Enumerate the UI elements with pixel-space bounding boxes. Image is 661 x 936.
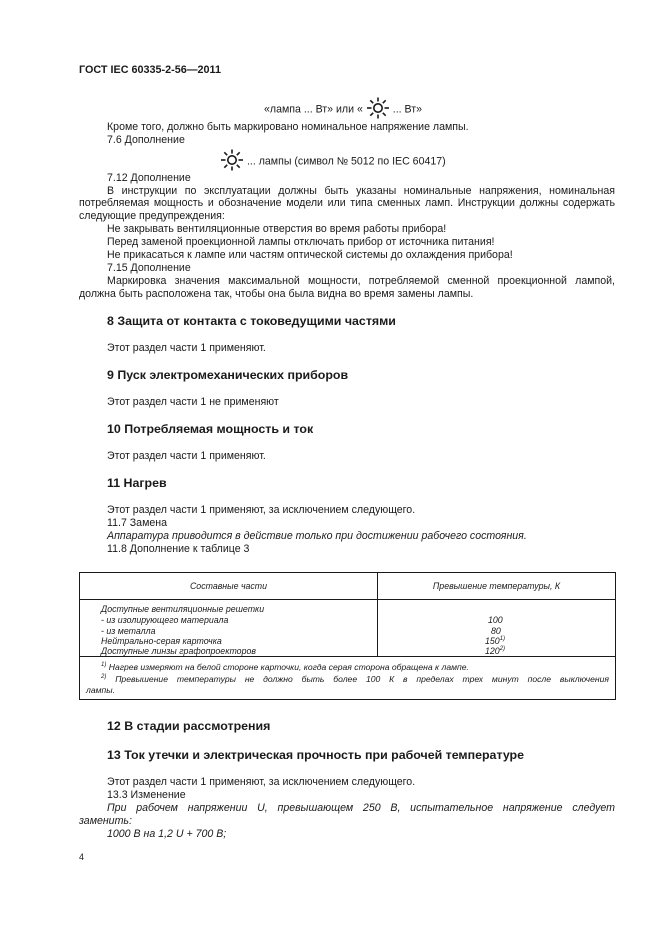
table-row-part: - из изолирующего материала [101,615,229,625]
footnote-ref: 2) [499,646,506,653]
section-10-title: 10 Потребляемая мощность и ток [107,422,314,436]
clause-11-7: 11.7 Замена [107,517,167,529]
clause-7-15: 7.15 Дополнение [107,262,191,274]
table-row-part: - из металла [101,626,156,636]
table-footnote-1: $^{1)}$ Нагрев измеряют на белой стороне карточки, когда серая сторона обращена к лампе. [101,662,469,672]
table-row-value: 80 [491,626,501,636]
symbol-text: ... лампы (символ № 5012 по IEC 60417) [246,155,446,168]
test-voltage-text-cont: заменить: [79,815,132,827]
max-power-paragraph-line: должна быть расположена так, чтобы она была видна во время замены лампы. [79,288,474,300]
column-header-temperature: Превышение температуры, К [432,581,561,591]
test-voltage-formula: 1000 В на 1,2 U + 700 В; [107,828,227,840]
section-8-title: 8 Защита от контакта с токоведущими частями [107,314,396,328]
section-10-body: Этот раздел части 1 применяют. [107,450,266,462]
test-voltage-text: При рабочем напряжении U, превышающем 250 В, испытательное напряжение следует [107,802,615,814]
instructions-paragraph-line: В инструкции по эксплуатации должны быть указаны номинальные напряжения, номинальная [107,185,615,197]
clause-7-6: 7.6 Дополнение [107,134,185,146]
marking-line [264,97,422,122]
symbol-line [220,149,446,174]
marking-prefix: «лампа ... Вт» или « [264,103,363,116]
instructions-paragraph-line: потребляемая мощность и обозначение модели или типа сменных ламп. Инструкции должны содержать [79,197,615,209]
section-13-body: Этот раздел части 1 применяют, за исключением следующего. [107,776,416,788]
section-13-title: 13 Ток утечки и электрическая прочность при рабочей температуре [107,748,525,762]
section-11-title: 11 Нагрев [107,476,167,490]
instructions-paragraph-line: следующие предупреждения: [79,210,225,222]
table-row-value: 120$^{2)}$ [485,646,506,656]
warning-item: Не прикасаться к лампе или частям оптической системы до охлаждения прибора! [107,249,513,261]
page-number: 4 [79,852,85,862]
table-footnote-2-cont: лампы. [86,685,115,695]
section-12-title: 12 В стадии рассмотрения [107,719,271,733]
table-row-part: Доступные вентиляционные решетки [101,604,265,614]
warning-item: Не закрывать вентиляционные отверстия во время работы прибора! [107,223,447,235]
clause-11-8: 11.8 Дополнение к таблице 3 [107,543,250,555]
clause-13-3: 13.3 Изменение [107,789,186,801]
replacement-text: Аппаратура приводится в действие только при достижении рабочего состояния. [107,530,527,542]
lamp-sun-icon [220,149,244,174]
section-9-title: 9 Пуск электромеханических приборов [107,368,349,382]
max-power-paragraph-line: Маркировка значения максимальной мощности, потребляемой сменной проекционной лампой, [107,275,615,287]
table-row-part: Доступные линзы графопроекторов [101,646,256,656]
table-footnote-2: $^{2)}$ Превышение температуры не должно быть более 100 К в пределах трех минут после выключения [101,674,609,684]
marking-suffix: ... Вт» [392,103,422,116]
section-11-body: Этот раздел части 1 применяют, за исключением следующего. [107,504,416,516]
header-divider [80,599,615,600]
voltage-marking-text: Кроме того, должно быть маркировано номинальное напряжение лампы. [107,121,469,133]
table-row-value: 100 [488,615,503,625]
column-header-parts: Составные части [189,581,268,591]
section-8-body: Этот раздел части 1 применяют. [107,342,266,354]
temperature-table [79,572,616,700]
section-9-body: Этот раздел части 1 не применяют [107,396,279,408]
document-id: ГОСТ IEC 60335-2-56—2011 [79,64,221,76]
footnote-ref: 1) [499,636,506,643]
warning-item: Перед заменой проекционной лампы отключать прибор от источника питания! [107,236,495,248]
table-row-value: 150$^{1)}$ [485,636,506,646]
table-row-part: Нейтрально-серая карточка [101,636,222,646]
clause-7-12: 7.12 Дополнение [107,172,191,184]
lamp-sun-icon [366,97,390,122]
